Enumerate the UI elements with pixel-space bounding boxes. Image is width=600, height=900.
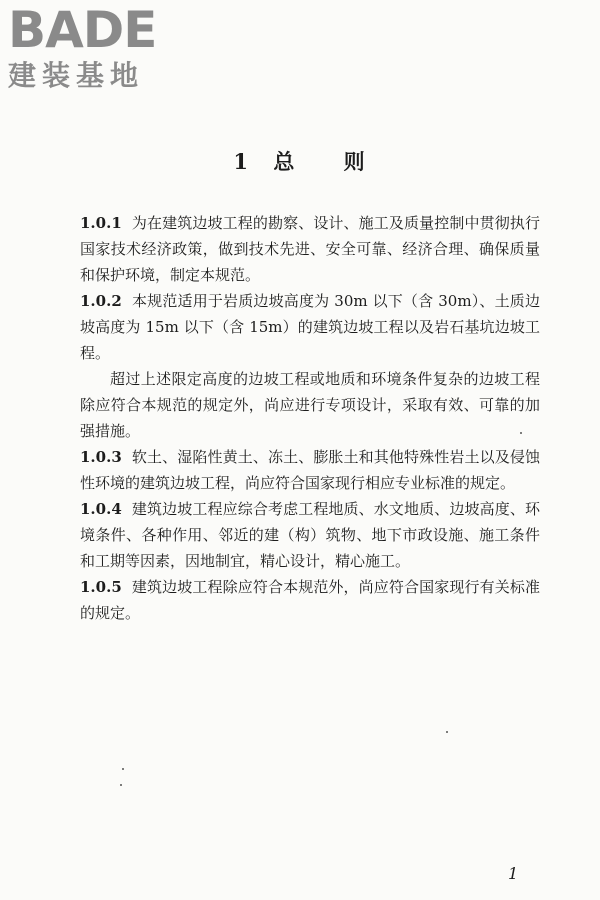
clause-text: 建筑边坡工程应综合考虑工程地质、水文地质、边坡高度、环境条件、各种作用、邻近的建（构）筑物、地下市政设施、施工条件和工期等因素，因地制宜，精心设计，精心施工。 [80, 500, 540, 570]
scan-speck [520, 432, 522, 434]
chapter-number: 1 [233, 149, 250, 174]
clause-number: 1.0.3 [80, 448, 122, 466]
clause-text: 超过上述限定高度的边坡工程或地质和环境条件复杂的边坡工程除应符合本规范的规定外，尚应进行专项设计，采取有效、可靠的加强措施。 [80, 370, 540, 440]
chapter-title-word-1: 总 [273, 149, 297, 174]
clause-1-0-5 [80, 574, 540, 626]
brand-logo [8, 1, 178, 92]
clause-1-0-4 [80, 496, 540, 574]
logo-wordmark: BADE [8, 1, 157, 59]
scan-speck [122, 768, 124, 770]
clause-text: 软土、湿陷性黄土、冻土、膨胀土和其他特殊性岩土以及侵蚀性环境的建筑边坡工程，尚应符合国家现行相应专业标准的规定。 [80, 448, 540, 492]
clause-list [80, 210, 540, 626]
scan-speck [120, 784, 122, 786]
clause-text: 为在建筑边坡工程的勘察、设计、施工及质量控制中贯彻执行国家技术经济政策，做到技术先进、安全可靠、经济合理、确保质量和保护环境，制定本规范。 [80, 214, 540, 284]
clause-text: 本规范适用于岩质边坡高度为 30m 以下（含 30m）、土质边坡高度为 15m 以下（含 15m）的建筑边坡工程以及岩石基坑边坡工程。 [80, 292, 540, 362]
scan-speck [446, 731, 448, 733]
clause-1-0-2 [80, 288, 540, 366]
clause-number: 1.0.2 [80, 292, 122, 310]
clause-1-0-1 [80, 210, 540, 288]
page-number: 1 [508, 864, 519, 883]
clause-number: 1.0.4 [80, 500, 122, 518]
clause-1-0-3 [80, 444, 540, 496]
clause-number: 1.0.1 [80, 214, 122, 232]
clause-text: 建筑边坡工程除应符合本规范外，尚应符合国家现行有关标准的规定。 [80, 578, 540, 622]
clause-number: 1.0.5 [80, 578, 122, 596]
chapter-title-word-2: 则 [343, 149, 367, 174]
logo-subtitle: 建装基地 [8, 59, 145, 92]
chapter-title [0, 146, 600, 176]
clause-1-0-2-paragraph-2 [80, 366, 540, 444]
